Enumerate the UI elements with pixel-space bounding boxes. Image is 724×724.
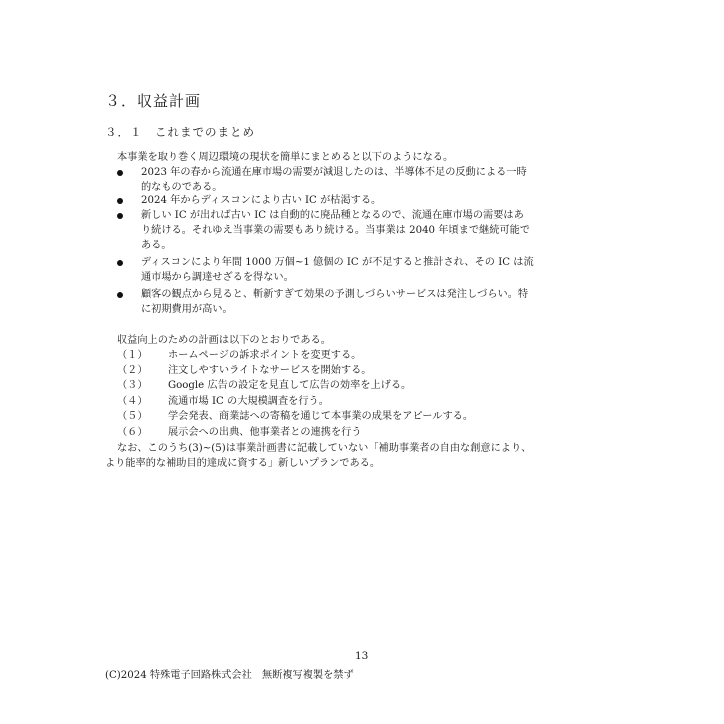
plan-intro: 収益向上のための計画は以下のとおりである。 [117, 335, 331, 346]
plan-item-number: （３） [117, 380, 148, 391]
bullet-line: に初期費用が高い。 [141, 304, 233, 315]
bullet-line: 2024 年からディスコンにより古い IC が枯渇する。 [141, 195, 382, 206]
intro-paragraph: 本事業を取り巻く周辺環境の現状を簡単にまとめると以下のようになる。 [117, 152, 454, 163]
plan-item-text: ホームページの訴求ポイントを変更する。 [168, 350, 362, 361]
closing-line: より能率的な補助目的達成に資する」新しいプランである。 [105, 458, 381, 469]
copyright-notice: (C)2024 特殊電子回路株式会社 無断複写複製を禁ず [105, 670, 354, 681]
plan-item-text: 展示会への出典、他事業者との連携を行う [168, 427, 362, 438]
page-number: 13 [355, 650, 369, 662]
bullet-marker [117, 292, 123, 298]
section-heading: ３．収益計画 [105, 92, 202, 110]
bullet-line: 的なものである。 [141, 182, 223, 193]
plan-item-number: （４） [117, 396, 148, 407]
bullet-line: 2023 年の春から流通在庫市場の需要が減退したのは、半導体不足の反動による一時 [141, 167, 527, 178]
bullet-marker [117, 260, 123, 266]
bullet-marker [117, 198, 123, 204]
plan-item-text: 流通市場 IC の大規模調査を行う。 [168, 396, 329, 407]
bullet-line: 新しい IC が出れば古い IC は自動的に廃品種となるので、流通在庫市場の需要はあ [141, 210, 524, 221]
plan-item-number: （６） [117, 427, 148, 438]
subsection-heading: ３．１ これまでのまとめ [105, 125, 255, 139]
bullet-line: 通市場から調達せざるを得ない。 [141, 272, 294, 283]
plan-item-text: 注文しやすいライトなサービスを開始する。 [168, 365, 372, 376]
closing-line: なお、このうち(3)~(5)は事業計画書に記載していない「補助事業者の自由な創意により、 [117, 443, 532, 454]
bullet-marker [117, 213, 123, 219]
bullet-marker [117, 170, 123, 176]
plan-item-number: （１） [117, 350, 148, 361]
plan-item-text: Google 広告の設定を見直して広告の効率を上げる。 [168, 380, 412, 391]
bullet-line: り続ける。それゆえ当事業の需要もあり続ける。当事業は 2040 年頃まで継続可能で [141, 225, 530, 236]
bullet-line: ある。 [141, 240, 172, 251]
bullet-line: 顧客の観点から見ると、斬新すぎて効果の予測しづらいサービスは発注しづらい。特 [141, 289, 529, 300]
bullet-line: ディスコンにより年間 1000 万個~1 億個の IC が不足すると推計され、その IC は流 [141, 257, 534, 268]
plan-item-text: 学会発表、商業誌への寄稿を通じて本事業の成果をアピールする。 [168, 411, 474, 422]
plan-item-number: （２） [117, 365, 148, 376]
plan-item-number: （５） [117, 411, 148, 422]
